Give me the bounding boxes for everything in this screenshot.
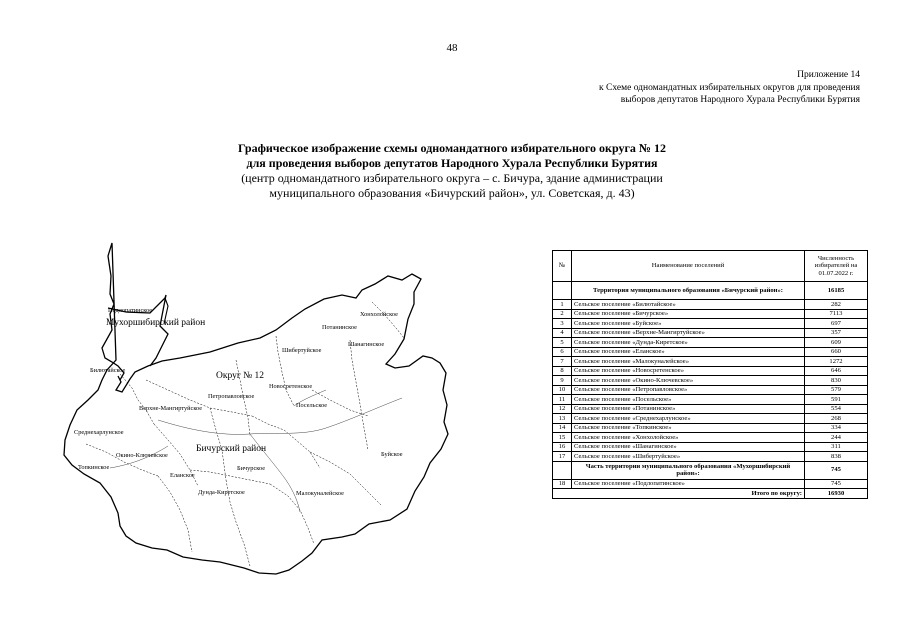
- row-name: Сельское поселение «Топкинское»: [572, 423, 805, 433]
- row-value: 745: [805, 479, 868, 489]
- map-label-okrug: Округ № 12: [216, 371, 265, 381]
- row-name: Сельское поселение «Петропавловское»: [572, 385, 805, 395]
- subtitle-line: муниципального образования «Бичурский район», ул. Советская, д. 43): [269, 186, 635, 200]
- group-row: [553, 461, 868, 479]
- row-num: 17: [553, 452, 572, 462]
- table-header-row: [553, 251, 868, 282]
- row-value: 830: [805, 376, 868, 386]
- row-num: 2: [553, 309, 572, 319]
- row-name: Сельское поселение «Окино-Ключевское»: [572, 376, 805, 386]
- map-label: Дунда-Киретское: [198, 489, 245, 496]
- row-value: 838: [805, 452, 868, 462]
- row-name: Сельское поселение «Бичурское»: [572, 309, 805, 319]
- row-value: 357: [805, 328, 868, 338]
- map-label: Буйское: [381, 451, 403, 458]
- map-label: Билютайское: [90, 367, 126, 374]
- table-row: [553, 328, 868, 338]
- title-line: Графическое изображение схемы одномандатного избирательного округа № 12: [238, 141, 666, 155]
- row-num: 11: [553, 395, 572, 405]
- row-name: Сельское поселение «Среднехарлунское»: [572, 414, 805, 424]
- map-outline-svg: [50, 240, 490, 580]
- group-row: [553, 282, 868, 300]
- table-row: [553, 385, 868, 395]
- table-row: [553, 319, 868, 329]
- row-num: 4: [553, 328, 572, 338]
- row-name: Сельское поселение «Дунда-Киретское»: [572, 338, 805, 348]
- settlements-table-wrap: [552, 250, 868, 499]
- row-value: 268: [805, 414, 868, 424]
- settlements-table: [552, 250, 868, 499]
- row-name: Сельское поселение «Малокуналейское»: [572, 357, 805, 367]
- title-line: для проведения выборов депутатов Народного Хурала Республики Бурятия: [246, 156, 658, 170]
- row-num: 13: [553, 414, 572, 424]
- map-label: Малокуналейское: [296, 490, 344, 497]
- group-value: 745: [805, 461, 868, 479]
- row-num: 6: [553, 347, 572, 357]
- row-num: 14: [553, 423, 572, 433]
- header-voters: Численность избирателей на 01.07.2022 г.: [805, 251, 868, 282]
- row-num: 5: [553, 338, 572, 348]
- table-row: [553, 452, 868, 462]
- table-row: [553, 366, 868, 376]
- row-num: 7: [553, 357, 572, 367]
- map-label: Потанинское: [322, 324, 357, 331]
- map-label: Бичурское: [237, 465, 266, 472]
- appendix-line: выборов депутатов Народного Хурала Республики Бурятия: [620, 95, 860, 105]
- row-value: 334: [805, 423, 868, 433]
- row-num: 8: [553, 366, 572, 376]
- total-row: [553, 489, 868, 499]
- row-name: Сельское поселение «Новосретенское»: [572, 366, 805, 376]
- appendix-line: Приложение 14: [797, 70, 860, 80]
- table-cell: [553, 282, 572, 300]
- table-row: [553, 433, 868, 443]
- document-title: [0, 141, 904, 201]
- map-label: Хонхолойское: [360, 311, 398, 318]
- row-num: 10: [553, 385, 572, 395]
- row-num: 1: [553, 300, 572, 310]
- row-value: 7113: [805, 309, 868, 319]
- subtitle-line: (центр одномандатного избирательного округа – с. Бичура, здание администрации: [241, 171, 663, 185]
- total-value: 16930: [805, 489, 868, 499]
- map-label: Еланское: [170, 472, 195, 479]
- table-row: [553, 404, 868, 414]
- appendix-note: [540, 69, 860, 107]
- row-name: Сельское поселение «Билютайское»: [572, 300, 805, 310]
- table-row: [553, 376, 868, 386]
- row-value: 554: [805, 404, 868, 414]
- table-row: [553, 423, 868, 433]
- row-value: 591: [805, 395, 868, 405]
- table-row: [553, 338, 868, 348]
- header-name: Наименование поселений: [572, 251, 805, 282]
- row-value: 609: [805, 338, 868, 348]
- table-row: [553, 347, 868, 357]
- row-name: Сельское поселение «Верхне-Мангиртуйское»: [572, 328, 805, 338]
- district-boundary: [108, 295, 168, 366]
- table-row: [553, 357, 868, 367]
- header-num: №: [553, 251, 572, 282]
- row-value: 282: [805, 300, 868, 310]
- table-row: [553, 309, 868, 319]
- row-name: Сельское поселение «Хонхолойское»: [572, 433, 805, 443]
- table-row: [553, 414, 868, 424]
- map-label: Верхне-Мангиртуйское: [139, 405, 203, 412]
- map-label: Шибертуйское: [282, 347, 322, 354]
- map-label: Новосретенское: [269, 383, 313, 390]
- row-value: 697: [805, 319, 868, 329]
- map-label: Петропавловское: [208, 393, 255, 400]
- row-value: 244: [805, 433, 868, 443]
- group-label: Часть территории муниципального образования «Мухоршибирский район»:: [572, 461, 805, 479]
- table-row: [553, 300, 868, 310]
- row-name: Сельское поселение «Потанинское»: [572, 404, 805, 414]
- map-label: Окино-Ключевское: [116, 452, 168, 459]
- table-row: [553, 442, 868, 452]
- appendix-line: к Схеме одномандатных избирательных округов для проведения: [599, 82, 860, 93]
- row-value: 1272: [805, 357, 868, 367]
- row-name: Сельское поселение «Буйское»: [572, 319, 805, 329]
- district-outline: [64, 243, 448, 574]
- total-label: Итого по округу:: [553, 489, 805, 499]
- row-name: Сельское поселение «Посельское»: [572, 395, 805, 405]
- row-name: Сельское поселение «Шибертуйское»: [572, 452, 805, 462]
- group-value: 16185: [805, 282, 868, 300]
- row-value: 311: [805, 442, 868, 452]
- table-row: [553, 395, 868, 405]
- district-map: [50, 240, 490, 580]
- row-num: 15: [553, 433, 572, 443]
- map-label-district: Мухоршибирский район: [106, 318, 206, 328]
- row-num: 16: [553, 442, 572, 452]
- row-name: Сельское поселение «Подлопатинское»: [572, 479, 805, 489]
- row-name: Сельское поселение «Еланское»: [572, 347, 805, 357]
- row-num: 9: [553, 376, 572, 386]
- page-number: 48: [446, 42, 458, 54]
- map-label: Среднехарлунское: [74, 429, 124, 436]
- row-value: 646: [805, 366, 868, 376]
- table-cell: [553, 461, 572, 479]
- map-label: Подлопатинское: [108, 307, 153, 314]
- row-num: 18: [553, 479, 572, 489]
- table-row: [553, 479, 868, 489]
- map-label: Шанагинское: [348, 341, 385, 348]
- group-label: Территория муниципального образования «Бичурский район»:: [572, 282, 805, 300]
- map-label-district: Бичурский район: [196, 444, 267, 454]
- map-label: Посельское: [296, 402, 328, 409]
- row-num: 3: [553, 319, 572, 329]
- row-value: 660: [805, 347, 868, 357]
- row-value: 579: [805, 385, 868, 395]
- map-label: Топкинское: [78, 464, 110, 471]
- row-name: Сельское поселение «Шанагинское»: [572, 442, 805, 452]
- row-num: 12: [553, 404, 572, 414]
